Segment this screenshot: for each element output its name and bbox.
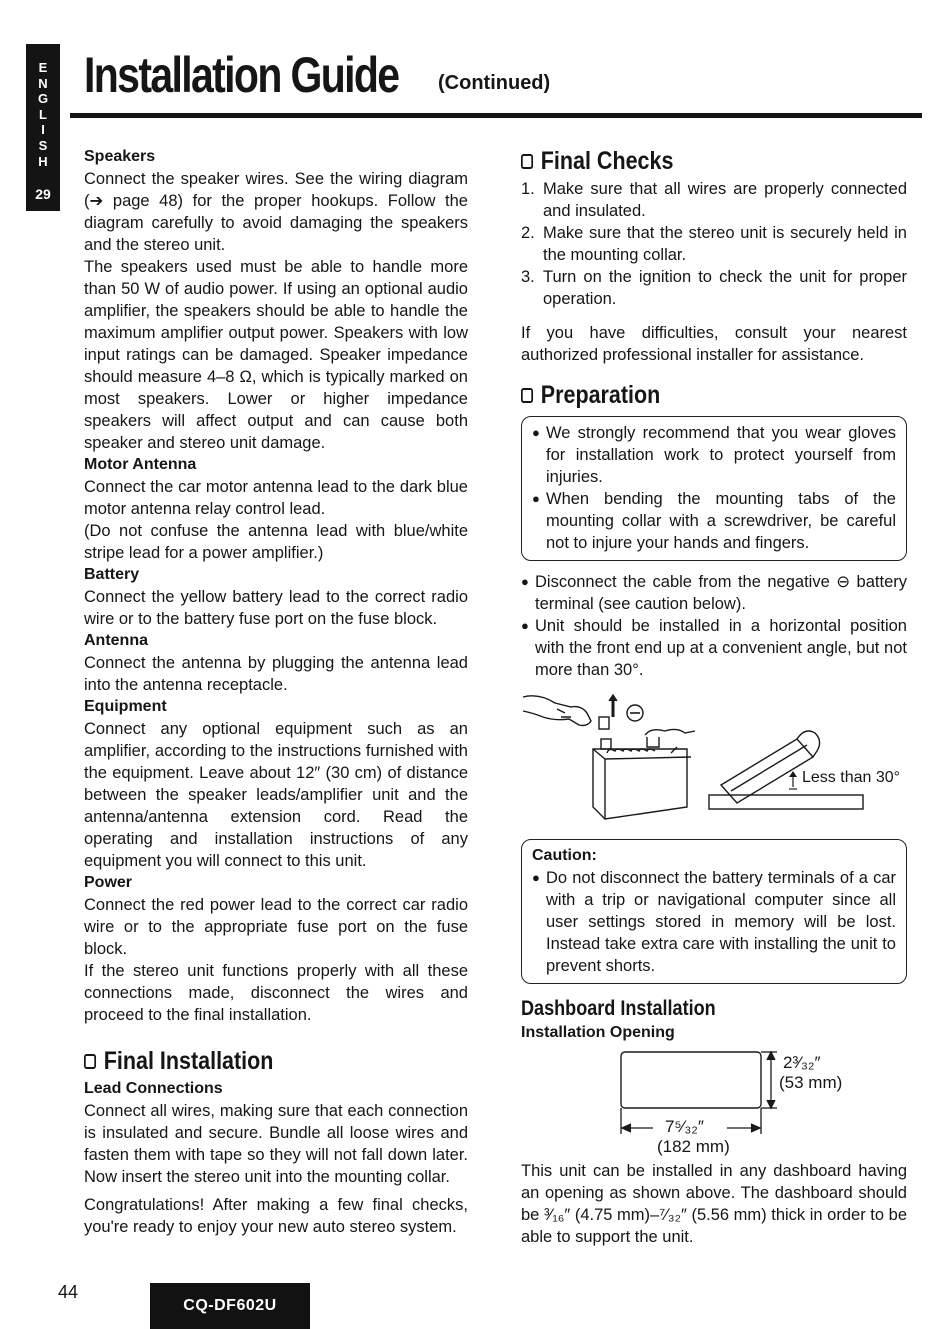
installation-opening-heading: Installation Opening [521,1024,675,1041]
dashboard-installation-heading: Dashboard Installation [521,997,716,1020]
height-dimension [761,1052,777,1108]
height-mm-label: (53 mm) [779,1073,843,1092]
checkbox-square-icon [521,154,533,169]
angle-marker-icon [789,771,797,789]
bullet-icon: ● [532,491,540,506]
language-letter: N [38,75,48,91]
preparation-heading [521,380,853,410]
preparation-note-box [521,416,907,561]
height-fraction-label: 2³⁄₃₂″ [783,1053,821,1072]
bullet-icon: ● [521,618,529,633]
list-item [521,266,907,310]
list-item [521,615,907,681]
list-text: Turn on the ignition to check the unit for proper operation. [543,268,907,308]
caution-box [521,839,907,984]
battery-paragraph: Connect the yellow battery lead to the correct radio wire or to the battery fuse port on the fuse block. [84,588,468,628]
list-text: Unit should be installed in a horizontal position with the front end up at a convenient angle, but not more than 30°. [535,617,907,679]
opening-dimension-diagram [521,1044,907,1154]
list-text: We strongly recommend that you wear gloves for installation work to protect yourself from injuries. [546,424,896,486]
list-text: Make sure that all wires are properly connected and insulated. [543,180,907,220]
page-number: 44 [58,1282,79,1302]
bullet-icon: ● [521,574,529,589]
battery-icon [593,729,695,819]
title-rule [70,113,922,118]
language-letter: I [41,122,45,138]
section-page-number: 29 [35,186,51,202]
language-letters [26,44,60,169]
final-installation-paragraph: Congratulations! After making a few final checks, you're ready to enjoy your new auto stereo system. [84,1196,468,1236]
preparation-list [521,571,907,681]
final-installation-heading [84,1046,414,1076]
list-text: Disconnect the cable from the negative ⊖ battery terminal (see caution below). [535,573,907,613]
page-title-main: Installation Guide [84,47,399,103]
battery-angle-figure [521,687,907,833]
final-checks-heading [521,146,853,176]
checkbox-square-icon [84,1054,96,1069]
list-text: Do not disconnect the battery terminals of a car with a trip or navigational computer since all user settings stored in memory will be lost. Instead take extra care with installing the unit to prevent shorts. [546,869,896,975]
hand-wrench-icon [523,695,617,729]
motor-antenna-heading: Motor Antenna [84,456,197,473]
language-letter: G [37,91,49,107]
preparation-heading-text: Preparation [540,381,661,409]
dashboard-paragraph: This unit can be installed in any dashboard having an opening as shown above. The dashboard should be ³⁄₁₆″ (4.75 mm)–⁷⁄₃₂″ (5.56 mm) thick in order to be able to support the unit. [521,1162,907,1246]
right-column [521,146,907,1248]
speakers-paragraph: Connect the speaker wires. See the wiring diagram (➔ page 48) for the proper hookups. Follow the diagram carefully to avoid damaging the speakers and the stereo unit. [84,170,468,254]
power-paragraph: Connect the red power lead to the correct car radio wire or to the appropriate fuse port on the fuse block. [84,896,468,958]
language-tab [26,44,60,211]
final-checks-list [521,178,907,310]
opening-rectangle [621,1052,761,1108]
list-item [532,867,896,977]
angle-label: Less than 30° [802,769,901,786]
language-letter: L [39,106,47,122]
preparation-boxed-list [532,422,896,554]
speakers-heading: Speakers [84,148,156,165]
final-checks-heading-text: Final Checks [540,147,674,175]
battery-heading: Battery [84,566,140,583]
motor-antenna-paragraph: (Do not confuse the antenna lead with blue/white stripe lead for a power amplifier.) [84,522,468,562]
list-item [521,178,907,222]
caution-list [532,867,896,977]
antenna-heading: Antenna [84,632,148,649]
list-text: When bending the mounting tabs of the mounting collar with a screwdriver, be careful not to injure your hands and fingers. [546,490,896,552]
bullet-icon: ● [532,425,540,440]
language-letter: S [38,137,48,153]
power-heading: Power [84,874,133,891]
caution-heading: Caution: [532,847,597,864]
equipment-paragraph: Connect any optional equipment such as an amplifier, according to the instructions furnished with the equipment. Leave about 12″ (30 cm) of distance between the speaker leads/amplifier unit and the antenna/antenna extension cord. Read the operating and installation instructions of any equipment you will connect to this unit. [84,720,468,870]
final-installation-paragraph: Connect all wires, making sure that each connection is insulated and secure. Bundle all loose wires and fasten them with tape so they will not fall down later. Now insert the stereo unit into the mounting collar. [84,1102,468,1186]
antenna-paragraph: Connect the antenna by plugging the antenna lead into the antenna receptacle. [84,654,468,694]
list-text: Make sure that the stereo unit is securely held in the mounting collar. [543,224,907,264]
lead-connections-heading: Lead Connections [84,1080,223,1097]
battery-angle-illustration [521,687,907,833]
final-installation-heading-text: Final Installation [103,1047,274,1075]
list-number: 1. [521,180,535,198]
power-paragraph: If the stereo unit functions properly with all these connections made, disconnect the wires and proceed to the final installation. [84,962,468,1024]
list-item [521,571,907,615]
bullet-icon: ● [532,870,540,885]
width-fraction-label: 7⁵⁄₃₂″ [665,1117,704,1136]
list-item [532,422,896,488]
left-column [84,146,468,1238]
list-number: 2. [521,224,535,242]
page-title [84,44,551,106]
language-letter: E [38,60,48,75]
page-title-subtitle: (Continued) [438,72,551,94]
equipment-heading: Equipment [84,698,167,715]
width-mm-label: (182 mm) [657,1137,730,1156]
final-checks-note: If you have difficulties, consult your nearest authorized professional installer for assistance. [521,324,907,364]
speakers-paragraph: The speakers used must be able to handle more than 50 W of audio power. If using an optional audio amplifier, the speakers should be able to handle the maximum amplifier output power. Speakers with low input ratings can be damaged. Speaker impedance should measure 4–8 Ω, which is typically marked on most speakers. Lower or higher impedance speakers will affect output and can cause both speaker and stereo unit damage. [84,258,468,452]
language-letter: H [38,153,48,169]
list-item [521,222,907,266]
minus-terminal-icon [627,705,643,721]
list-item [532,488,896,554]
motor-antenna-paragraph: Connect the car motor antenna lead to the dark blue motor antenna relay control lead. [84,478,468,518]
checkbox-square-icon [521,388,533,403]
list-number: 3. [521,268,535,286]
model-badge: CQ-DF602U [150,1283,310,1329]
